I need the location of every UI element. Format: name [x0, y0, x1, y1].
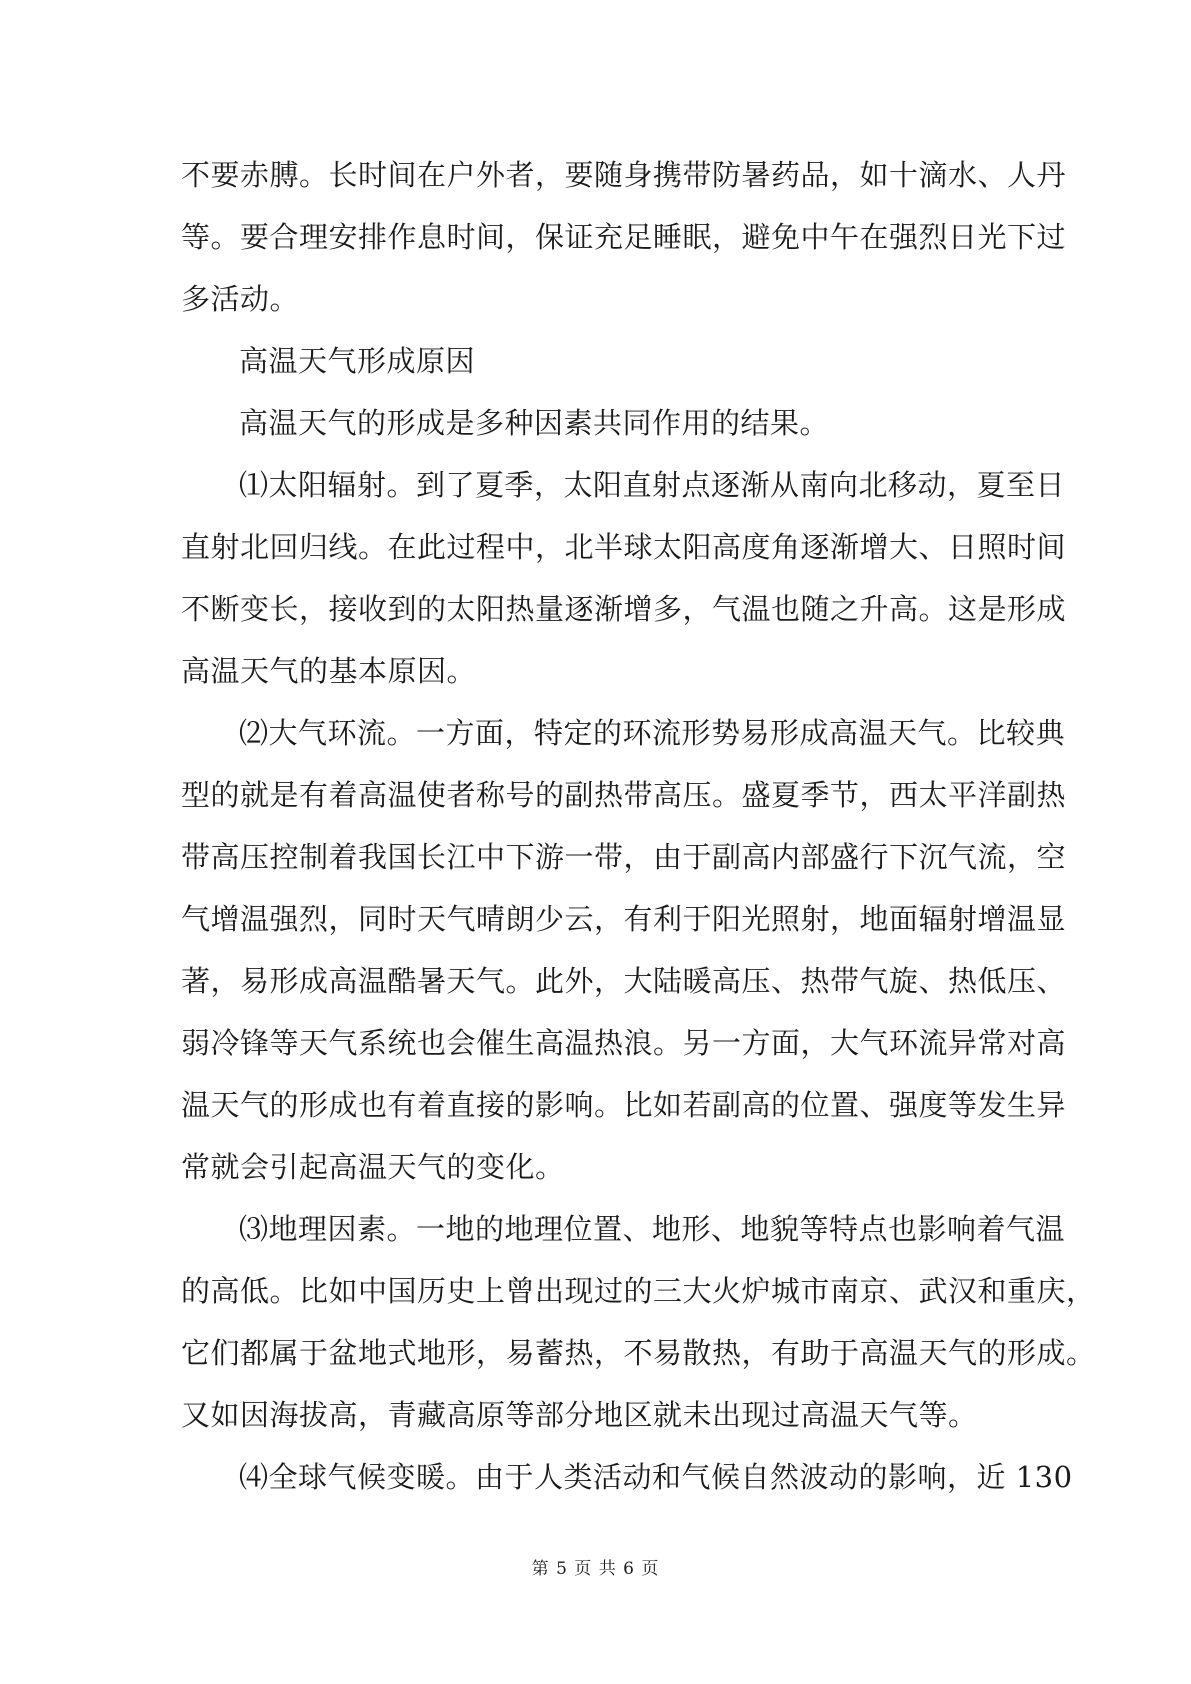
text-line: ⑶地理因素。一地的地理位置、地形、地貌等特点也影响着气温: [239, 1212, 1066, 1246]
text-line: 带高压控制着我国长江中下游一带，由于副高内部盛行下沉气流，空: [181, 840, 1067, 874]
text-line: 它们都属于盆地式地形，易蓄热，不易散热，有助于高温天气的形成。: [181, 1336, 1096, 1370]
text-line: 高温天气形成原因: [239, 344, 476, 378]
text-line: 等。要合理安排作息时间，保证充足睡眠，避免中午在强烈日光下过: [181, 220, 1067, 254]
text-line: 弱冷锋等天气系统也会催生高温热浪。另一方面，大气环流异常对高: [181, 1026, 1067, 1060]
document-body: [181, 144, 1096, 1508]
text-line: 直射北回归线。在此过程中，北半球太阳高度角逐渐增大、日照时间: [181, 530, 1067, 564]
text-line: 气增温强烈，同时天气晴朗少云，有利于阳光照射，地面辐射增温显: [181, 902, 1067, 936]
text-line: 多活动。: [181, 282, 300, 316]
text-line: 著，易形成高温酷暑天气。此外，大陆暖高压、热带气旋、热低压、: [181, 964, 1067, 998]
text-line: 温天气的形成也有着直接的影响。比如若副高的位置、强度等发生异: [181, 1088, 1067, 1122]
text-line: ⑵大气环流。一方面，特定的环流形势易形成高温天气。比较典: [239, 716, 1066, 750]
text-line: 高温天气的形成是多种因素共同作用的结果。: [239, 406, 830, 440]
text-line: 型的就是有着高温使者称号的副热带高压。盛夏季节，西太平洋副热: [181, 778, 1067, 812]
text-line: 不要赤膊。长时间在户外者，要随身携带防暑药品，如十滴水、人丹: [181, 158, 1067, 192]
text-line: 又如因海拔高，青藏高原等部分地区就未出现过高温天气等。: [181, 1398, 978, 1432]
text-line: 的高低。比如中国历史上曾出现过的三大火炉城市南京、武汉和重庆，: [181, 1274, 1096, 1308]
text-line: 高温天气的基本原因。: [181, 654, 477, 688]
text-line: 不断变长，接收到的太阳热量逐渐增多，气温也随之升高。这是形成: [181, 592, 1067, 626]
page-footer: 第 5 页 共 6 页: [531, 1559, 660, 1579]
text-line: 常就会引起高温天气的变化。: [181, 1150, 565, 1184]
text-line: ⑴太阳辐射。到了夏季，太阳直射点逐渐从南向北移动，夏至日: [239, 468, 1066, 502]
text-line: ⑷全球气候变暖。由于人类活动和气候自然波动的影响，近 130: [239, 1460, 1073, 1494]
